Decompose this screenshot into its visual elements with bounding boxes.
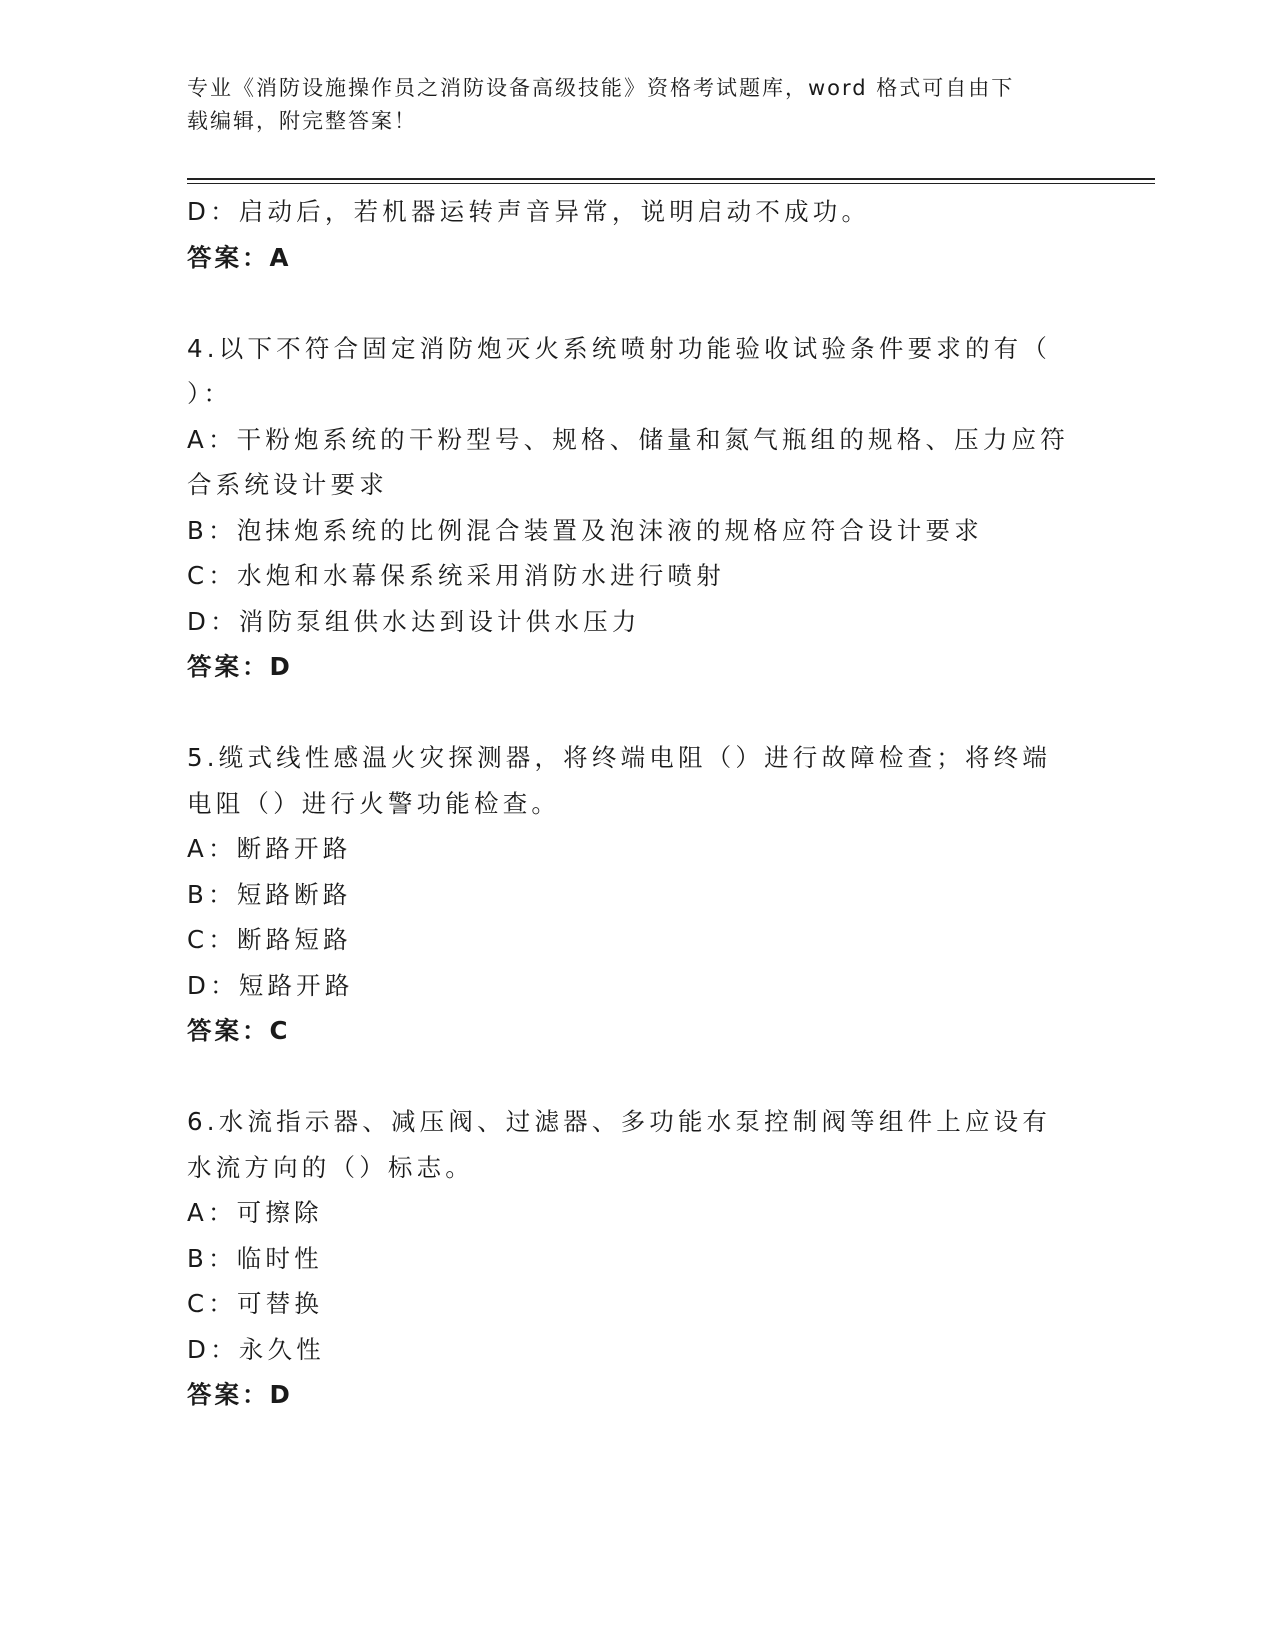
question-5 — [187, 735, 1087, 1054]
option-a: A：干粉炮系统的干粉型号、规格、储量和氮气瓶组的规格、压力应符 — [187, 424, 1069, 454]
spacer — [187, 280, 1087, 326]
header-divider-thin — [187, 183, 1155, 184]
question-4 — [187, 326, 1087, 690]
answer: 答案：C — [187, 1016, 291, 1045]
option-d: D：短路开路 — [187, 970, 354, 1000]
header-line-1: 专业《消防设施操作员之消防设备高级技能》资格考试题库，word 格式可自由下 — [187, 76, 1015, 100]
option-c: C：断路短路 — [187, 925, 352, 954]
option-c: C：可替换 — [187, 1289, 324, 1318]
question-6 — [187, 1099, 1087, 1418]
question-stem-line: 6.水流指示器、减压阀、过滤器、多功能水泵控制阀等组件上应设有 — [187, 1107, 1052, 1136]
option-a-continued: 合系统设计要求 — [187, 470, 388, 499]
question-content — [187, 189, 1087, 1418]
question-stem-line: 5.缆式线性感温火灾探测器，将终端电阻（）进行故障检查；将终端 — [187, 743, 1052, 772]
option-b: B：泡抹炮系统的比例混合装置及泡沫液的规格应符合设计要求 — [187, 515, 983, 545]
question-stem-line: 电阻（）进行火警功能检查。 — [187, 788, 561, 818]
option-a: A：可擦除 — [187, 1198, 323, 1227]
header-line-2: 载编辑，附完整答案！ — [187, 109, 417, 133]
spacer — [187, 1054, 1087, 1100]
spacer — [187, 690, 1087, 736]
prev-option-d: D：启动后，若机器运转声音异常，说明启动不成功。 — [187, 197, 871, 226]
option-c: C：水炮和水幕保系统采用消防水进行喷射 — [187, 561, 725, 590]
option-a: A：断路开路 — [187, 834, 352, 863]
option-b: B：短路断路 — [187, 879, 352, 909]
answer: 答案：D — [187, 652, 293, 681]
answer: 答案：D — [187, 1380, 293, 1409]
question-stem-line: ）： — [187, 379, 233, 408]
header-divider-thick — [187, 178, 1155, 180]
option-b: B：临时性 — [187, 1243, 323, 1273]
option-d: D：消防泵组供水达到设计供水压力 — [187, 606, 641, 636]
question-stem-line: 水流方向的（）标志。 — [187, 1152, 474, 1182]
prev-answer: 答案：A — [187, 242, 292, 272]
option-d: D：永久性 — [187, 1334, 325, 1364]
document-header — [187, 72, 1067, 138]
question-stem-line: 4.以下不符合固定消防炮灭火系统喷射功能验收试验条件要求的有（ — [187, 333, 1052, 363]
